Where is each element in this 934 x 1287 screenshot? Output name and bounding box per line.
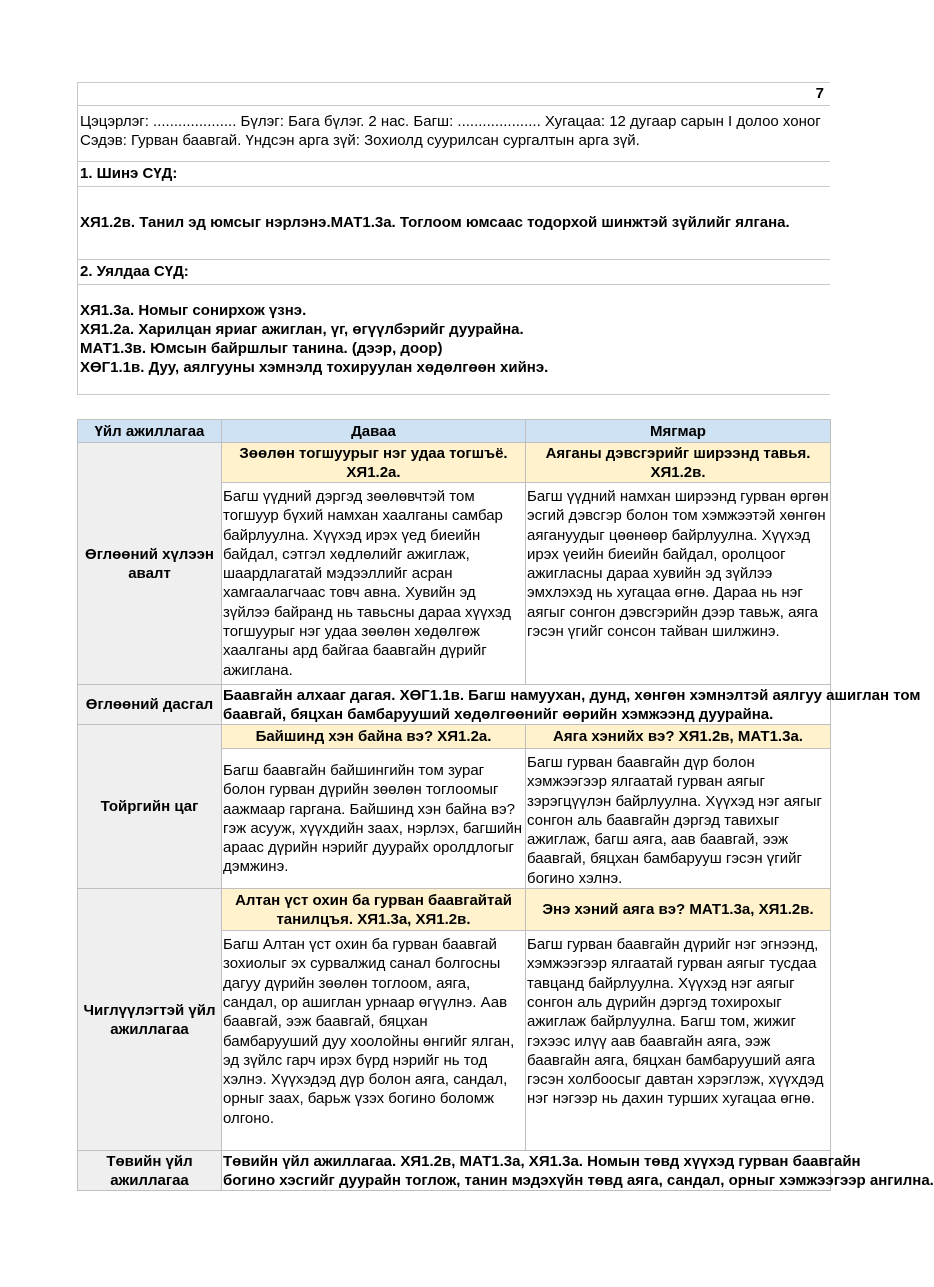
section1-standard: ХЯ1.2в. Танил эд юмсыг нэрлэнэ.МАТ1.3а. Тоглоом юмсаас тодорхой шинжтэй зүйлийг ялгана. [80,214,790,231]
wide-description-line: баавгай, бяцхан бамбарууший хөдөлгөөнийг өөрийн хэмжээнд дуурайна. [223,705,774,723]
header-monday: Даваа [222,420,526,443]
tuesday-description: Багш гурван баавгайн дүрийг нэг эгнээнд, хэмжээгээр ялгаатай гурван аягыг тусдаа тавцанд байрлуулна. Хүүхэд нэг аягыг сонгон аль дүрийн дэргэд тохирохыг ажиглаж байрлуулна. Багш том, жижиг гэхээс илүү аав баавгайн аяга, ээж баавгайн аяга, бяцхан бамбарууший аяга гэсэн холбоосыг давтан хэрэглэж, хүүхдэд нэг нэгээр нь дахин турших хугацаа өгнө. [526,931,831,1151]
table-row [78,685,831,725]
tuesday-description: Багш үүдний намхан ширээнд гурван өргөн эсгий дэвсгэр болон том хэмжээтэй хөнгөн аягануудыг цөөнөөр байрлуулна. Хүүхэд ирэх үеийн биеийн байдал, оролцоог ажигласны дараа хувийн эд зүйлээ эмхлэхэд нь хугацаа өгнө. Дараа нь нэг аягыг сонгон дэвсгэрийн дээр тавьж, аяга гэсэн үгийг сонсон тайван шилжинэ. [526,483,831,685]
tuesday-title: Аяга хэнийх вэ? ХЯ1.2в, МАТ1.3а. [526,725,831,749]
header-activity: Үйл ажиллагаа [78,420,222,443]
page-number: 7 [77,82,830,105]
activity-name: Өглөөний дасгал [78,685,222,725]
activity-name: Чиглүүлэгтэй үйл ажиллагаа [78,889,222,1151]
tuesday-description: Багш гурван баавгайн дүр болон хэмжээгээр ялгаатай гурван аягыг зэрэгцүүлэн байрлуулна. Хүүхэд нэг аягыг сонгон аль баавгайн дэргэд тавихыг ажиглаж, багш аяга, аав баавгай, ээж баавгай, бяцхан бамбарууш гэсэн үгийг богино хэлнэ. [526,749,831,889]
wide-description-line: Баавгайн алхааг дагая. ХӨГ1.1в. Багш намуухан, дунд, хөнгөн хэмнэлтэй аялгуу ашиглан том [223,686,921,704]
header-tuesday: Мягмар [526,420,831,443]
monday-title: Алтан үст охин ба гурван баавгайтай танилцъя. ХЯ1.3а, ХЯ1.2в. [222,889,526,931]
section2-standard: ХӨГ1.1в. Дуу, аялгууны хэмнэлд тохируулан хөдөлгөөн хийнэ. [80,359,549,376]
section2-standard: ХЯ1.2а. Харилцан яриаг ажиглан, үг, өгүүлбэрийг дуурайна. [80,321,524,338]
section2-title: 2. Уялдаа СҮД: [77,259,830,284]
table-header-row [78,420,831,443]
tuesday-title: Аяганы дэвсгэрийг ширээнд тавья. ХЯ1.2в. [526,443,831,483]
lesson-info [77,105,830,161]
activity-table [77,419,934,1191]
monday-description: Багш үүдний дэргэд зөөлөвчтэй том тогшуур бүхий намхан хаалганы самбар байрлуулна. Хүүхэд ирэх үед биеийн байдал, сэтгэл хөдлөлийг ажиглаж, шаардлагатай мэдээллийг асран хамгаалагчаас товч авна. Хувийн эд зүйлээ байранд нь тавьсны дараа хүүхэд тогшуурыг нэг удаа зөөлөн хөдөлгөж хаалганы ард байгаа баавгайн дүрийг ажиглана. [222,483,526,685]
wide-description [222,685,921,725]
lesson-info-line1: Цэцэрлэг: .................... Бүлэг: Бага бүлэг. 2 нас. Багш: .................... Хугацаа: 12 дугаар сарын I долоо хоног [80,113,821,130]
wide-description [222,1151,934,1191]
tuesday-title: Энэ хэний аяга вэ? МАТ1.3а, ХЯ1.2в. [526,889,831,931]
section2-standard: МАТ1.3в. Юмсын байршлыг танина. (дээр, доор) [80,340,443,357]
monday-title: Зөөлөн тогшуурыг нэг удаа тогшъё. ХЯ1.2а. [222,443,526,483]
table-row [78,889,831,931]
wide-description-line: богино хэсгийг дуурайн тоглож, танин мэдэхүйн төвд аяга, сандал, орныг хэмжээгээр ангилна. [223,1171,934,1189]
section1-title: 1. Шинэ СҮД: [77,161,830,186]
section2-standards [77,284,830,394]
table-row [78,1151,831,1191]
monday-description: Багш баавгайн байшингийн том зураг болон гурван дүрийн зөөлөн тоглоомыг аажмаар гаргана. Байшинд хэн байна вэ? гэж асууж, хүүхдийн заах, нэрлэх, багшийн араас дүрийн нэрийг дуурайх оролдлогыг дэмжинэ. [222,749,526,889]
table-row [78,725,831,749]
wide-description-line: Төвийн үйл ажиллагаа. ХЯ1.2в, МАТ1.3а, ХЯ1.3а. Номын төвд хүүхэд гурван баавгайн [223,1152,861,1170]
activity-name: Тойргийн цаг [78,725,222,889]
monday-title: Байшинд хэн байна вэ? ХЯ1.2а. [222,725,526,749]
worksheet-header [77,82,830,395]
table-row [78,443,831,483]
activity-name: Өглөөний хүлээн авалт [78,443,222,685]
lesson-info-line2: Сэдэв: Гурван баавгай. Үндсэн арга зүй: Зохиолд суурилсан сургалтын арга зүй. [80,132,640,149]
activity-name: Төвийн үйл ажиллагаа [78,1151,222,1191]
section1-block [77,186,830,259]
section2-standard: ХЯ1.3а. Номыг сонирхож үзнэ. [80,302,307,319]
monday-description: Багш Алтан үст охин ба гурван баавгай зохиолыг эх сурвалжид санал болгосны дагуу дүрийн зөөлөн тоглоом, аяга, сандал, ор ашиглан урнаар өгүүлнэ. Аав баавгай, ээж баавгай, бяцхан бамбарууший дуу хоолойны өнгийг ялган, эд зүйлс гарч ирэх бүрд нэрийг нь тод хэлнэ. Хүүхэдэд дүр болон аяга, сандал, орныг заах, барьж үзэх богино боломж олгоно. [222,931,526,1151]
